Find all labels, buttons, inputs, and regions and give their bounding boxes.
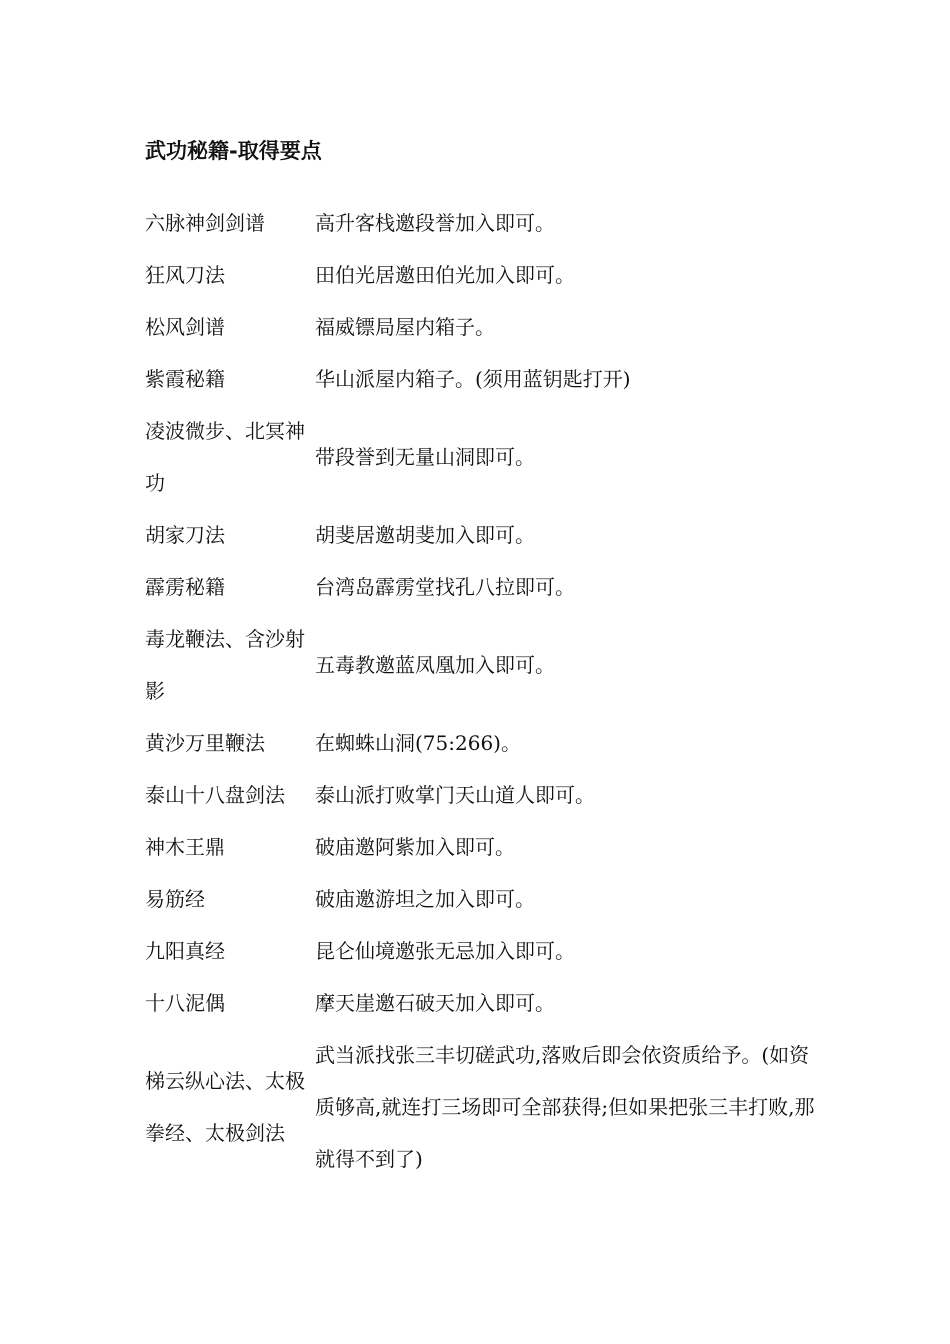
entry-name: 狂风刀法 bbox=[145, 263, 225, 287]
list-item bbox=[145, 717, 815, 769]
entry-name: 梯云纵心法、太极拳经、太极剑法 bbox=[145, 1069, 305, 1145]
entry-description: 台湾岛霹雳堂找孔八拉即可。 bbox=[315, 575, 575, 599]
list-item bbox=[145, 613, 815, 717]
entry-list bbox=[145, 197, 815, 1185]
entry-name: 黄沙万里鞭法 bbox=[145, 731, 265, 755]
entry-description: 带段誉到无量山洞即可。 bbox=[315, 445, 535, 469]
entry-name: 紫霞秘籍 bbox=[145, 367, 225, 391]
entry-name: 神木王鼎 bbox=[145, 835, 225, 859]
list-item bbox=[145, 977, 815, 1029]
entry-description: 摩天崖邀石破天加入即可。 bbox=[315, 991, 555, 1015]
entry-description: 破庙邀阿紫加入即可。 bbox=[315, 835, 515, 859]
entry-description: 昆仑仙境邀张无忌加入即可。 bbox=[315, 939, 575, 963]
list-item bbox=[145, 197, 815, 249]
entry-description: 华山派屋内箱子。(须用蓝钥匙打开) bbox=[315, 367, 631, 391]
entry-name: 凌波微步、北冥神功 bbox=[145, 419, 305, 495]
entry-name: 九阳真经 bbox=[145, 939, 225, 963]
entry-description: 胡斐居邀胡斐加入即可。 bbox=[315, 523, 535, 547]
list-item bbox=[145, 769, 815, 821]
entry-name: 霹雳秘籍 bbox=[145, 575, 225, 599]
entry-description: 田伯光居邀田伯光加入即可。 bbox=[315, 263, 575, 287]
list-item bbox=[145, 249, 815, 301]
entry-name: 泰山十八盘剑法 bbox=[145, 783, 285, 807]
entry-name: 易筋经 bbox=[145, 887, 205, 911]
entry-description: 在蜘蛛山洞(75:266)。 bbox=[315, 731, 521, 755]
list-item bbox=[145, 301, 815, 353]
list-item bbox=[145, 873, 815, 925]
entry-name: 六脉神剑剑谱 bbox=[145, 211, 265, 235]
entry-name: 胡家刀法 bbox=[145, 523, 225, 547]
entry-description: 破庙邀游坦之加入即可。 bbox=[315, 887, 535, 911]
list-item bbox=[145, 561, 815, 613]
entry-description: 泰山派打败掌门天山道人即可。 bbox=[315, 783, 595, 807]
entry-name: 十八泥偶 bbox=[145, 991, 225, 1015]
list-item bbox=[145, 405, 815, 509]
list-item bbox=[145, 1029, 815, 1185]
list-item bbox=[145, 925, 815, 977]
list-item bbox=[145, 509, 815, 561]
entry-description: 五毒教邀蓝凤凰加入即可。 bbox=[315, 653, 555, 677]
entry-description: 武当派找张三丰切磋武功,落败后即会依资质给予。(如资质够高,就连打三场即可全部获得;但如果把张三丰打败,那就得不到了) bbox=[315, 1043, 815, 1171]
entry-name: 松风剑谱 bbox=[145, 315, 225, 339]
entry-description: 高升客栈邀段誉加入即可。 bbox=[315, 211, 555, 235]
entry-name: 毒龙鞭法、含沙射影 bbox=[145, 627, 305, 703]
document-title: 武功秘籍-取得要点 bbox=[145, 139, 322, 163]
entry-description: 福威镖局屋内箱子。 bbox=[315, 315, 495, 339]
list-item bbox=[145, 353, 815, 405]
list-item bbox=[145, 821, 815, 873]
